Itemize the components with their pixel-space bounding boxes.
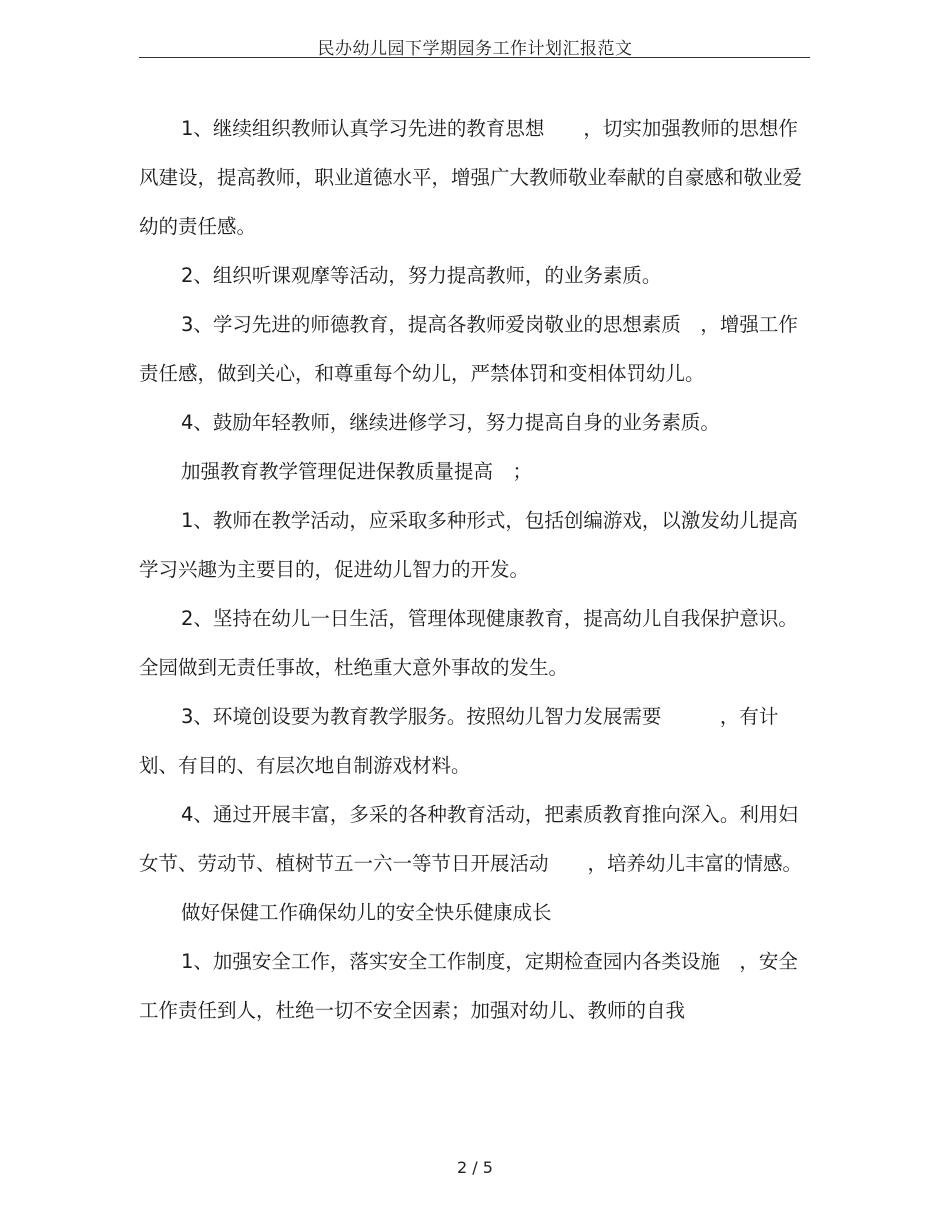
paragraph-3: 3、学习先进的师德教育，提高各教师爱岗敬业的思想素质 ，增强工作责任感，做到关心，和尊重每个幼儿，严禁体罚和变相体罚幼儿。 — [139, 313, 798, 385]
paragraph-4: 4、鼓励年轻教师，继续进修学习，努力提高自身的业务素质。 — [181, 411, 720, 434]
document-body — [139, 104, 810, 1035]
header-divider — [139, 57, 810, 58]
paragraph-9: 1、加强安全工作，落实安全工作制度，定期检查园内各类设施 ，安全工作责任到人，杜绝一切不安全因素；加强对幼儿、教师的自我 — [139, 950, 798, 1022]
paragraph-1: 1、继续组织教师认真学习先进的教育思想 ，切实加强教师的思想作风建设，提高教师，职业道德水平，增强广大教师敬业奉献的自豪感和敬业爱幼的责任感。 — [139, 117, 803, 238]
section-heading-health: 做好保健工作确保幼儿的安全快乐健康成长 — [181, 901, 552, 924]
paragraph-6: 2、坚持在幼儿一日生活，管理体现健康教育，提高幼儿自我保护意识。全园做到无责任事故，杜绝重大意外事故的发生。 — [139, 607, 798, 679]
paragraph-8: 4、通过开展丰富，多采的各种教育活动，把素质教育推向深入。利用妇女节、劳动节、植树节五一六一等节日开展活动 ，培养幼儿丰富的情感。 — [139, 803, 803, 875]
page-number: 2 / 5 — [457, 1158, 493, 1177]
paragraph-2: 2、组织听课观摩等活动，努力提高教师，的业务素质。 — [181, 264, 662, 287]
paragraph-5: 1、教师在教学活动，应采取多种形式，包括创编游戏，以激发幼儿提高学习兴趣为主要目的，促进幼儿智力的开发。 — [139, 509, 798, 581]
page-title: 民办幼儿园下学期园务工作计划汇报范文 — [317, 39, 633, 59]
section-heading-teaching: 加强教育教学管理促进保教质量提高 ； — [181, 460, 533, 483]
paragraph-7: 3、环境创设要为教育教学服务。按照幼儿智力发展需要 ，有计划、有目的、有层次地自制游戏材料。 — [139, 705, 779, 777]
